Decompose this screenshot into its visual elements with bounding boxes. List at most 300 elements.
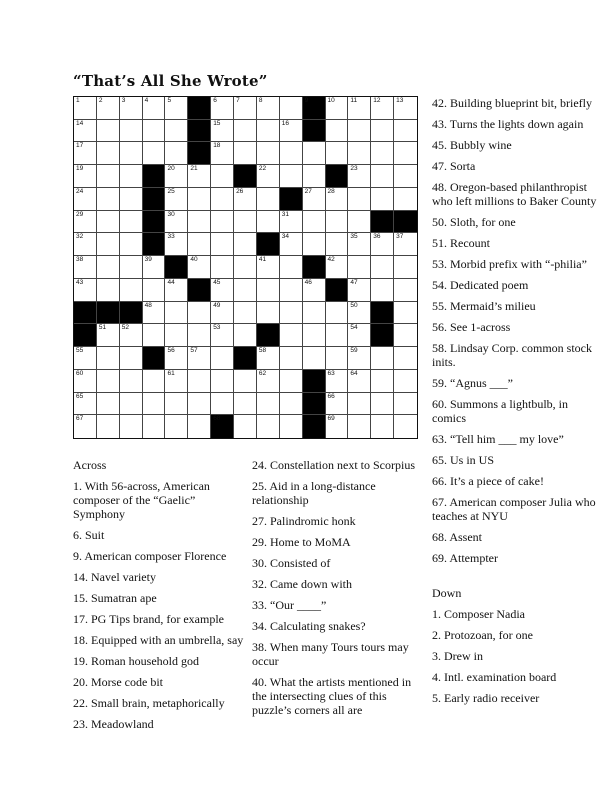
grid-cell[interactable] [143,256,166,279]
grid-cell[interactable] [394,347,417,370]
grid-cell[interactable] [326,393,349,416]
grid-cell[interactable] [326,347,349,370]
clue-number: 15 [213,119,221,127]
black-square [165,256,188,279]
clue-column-2 [252,458,422,724]
clue-number: 39 [144,256,152,264]
black-square [143,211,166,234]
clue-number: 34 [281,233,290,241]
clue-number: 40 [190,256,198,264]
grid-cell[interactable] [165,370,188,393]
grid-cell[interactable] [234,415,257,438]
clue-number: 11 [350,97,358,104]
clue-column-3 [432,96,602,712]
grid-cell[interactable] [257,256,280,279]
grid-cell[interactable] [120,324,143,347]
clue: 30. Consisted of [252,556,331,570]
clue-number: 67 [76,415,84,423]
grid-cell[interactable] [165,233,188,256]
grid-cell[interactable] [348,279,371,302]
grid-cell[interactable] [371,415,394,438]
grid-cell[interactable] [348,324,371,347]
grid-cell[interactable] [257,347,280,370]
grid-cell[interactable] [188,233,211,256]
clue: 50. Sloth, for one [432,215,516,229]
grid-cell[interactable] [257,188,280,211]
clue-number: 47 [350,278,358,286]
grid-cell[interactable] [280,211,303,234]
grid-cell[interactable] [143,302,166,325]
grid-cell[interactable] [234,97,257,120]
clue-number: 25 [167,187,175,195]
grid-cell[interactable] [143,370,166,393]
grid-cell[interactable] [371,279,394,302]
clue: 40. What the artists mentioned in the intersecting clues of this puzzle’s corners all are [252,675,412,717]
grid-cell[interactable] [188,165,211,188]
grid-cell[interactable] [394,370,417,393]
clue: 9. American composer Florence [73,549,227,563]
grid-cell[interactable] [348,415,371,438]
grid-cell[interactable] [97,120,120,143]
grid-cell[interactable] [211,142,234,165]
grid-cell[interactable] [120,370,143,393]
clue-number: 41 [258,256,267,264]
grid-cell[interactable] [371,97,394,120]
grid-cell[interactable] [211,370,234,393]
clue: 67. American composer Julia who teaches at NYU [432,495,596,523]
grid-cell[interactable] [74,393,97,416]
grid-cell[interactable] [280,97,303,120]
clue-number: 19 [76,165,84,173]
grid-cell[interactable] [188,211,211,234]
grid-cell[interactable] [188,324,211,347]
clue-number: 36 [373,233,381,241]
grid-cell[interactable] [280,256,303,279]
grid-cell[interactable] [234,302,257,325]
grid-cell[interactable] [348,211,371,234]
clue: 3. Drew in [432,649,483,663]
grid-cell[interactable] [326,415,349,438]
clue: 54. Dedicated poem [432,278,529,292]
black-square [188,120,211,143]
grid-cell[interactable] [211,120,234,143]
clue-number: 27 [304,187,312,195]
grid-cell[interactable] [211,188,234,211]
grid-cell[interactable] [234,211,257,234]
grid-cell[interactable] [234,120,257,143]
grid-cell[interactable] [97,415,120,438]
grid-cell[interactable] [188,415,211,438]
grid-cell[interactable] [348,370,371,393]
grid-cell[interactable] [97,211,120,234]
clue: 23. Meadowland [73,717,154,731]
grid-cell[interactable] [120,279,143,302]
grid-cell[interactable] [97,188,120,211]
grid-cell[interactable] [348,188,371,211]
grid-cell[interactable] [143,415,166,438]
grid-cell[interactable] [143,142,166,165]
clue-number: 42 [327,256,335,264]
black-square [394,211,417,234]
clue: 1. Composer Nadia [432,607,525,621]
grid-cell[interactable] [120,211,143,234]
grid-cell[interactable] [348,142,371,165]
clue-number: 63 [327,369,335,377]
grid-cell[interactable] [326,97,349,120]
grid-cell[interactable] [234,256,257,279]
grid-cell[interactable] [280,142,303,165]
grid-cell[interactable] [74,165,97,188]
grid-cell[interactable] [97,279,120,302]
grid-cell[interactable] [348,393,371,416]
clue: 38. When many Tours tours may occur [252,640,409,668]
clue-number: 13 [396,97,404,104]
clue-number: 62 [258,369,267,377]
clue-number: 54 [350,324,358,332]
grid-cell[interactable] [234,324,257,347]
grid-cell[interactable] [371,393,394,416]
grid-cell[interactable] [257,370,280,393]
grid-cell[interactable] [303,188,326,211]
grid-cell[interactable] [348,233,371,256]
grid-cell[interactable] [74,415,97,438]
grid-cell[interactable] [348,120,371,143]
clue-number: 68 [213,415,221,423]
clue: 14. Navel variety [73,570,156,584]
grid-cell[interactable] [257,415,280,438]
grid-cell[interactable] [97,256,120,279]
grid-cell[interactable] [280,233,303,256]
clue: 43. Turns the lights down again [432,117,584,131]
grid-cell[interactable] [120,142,143,165]
clue-number: 6 [213,97,217,104]
grid-cell[interactable] [348,302,371,325]
grid-cell[interactable] [234,233,257,256]
grid-cell[interactable] [371,165,394,188]
clue: 5. Early radio receiver [432,691,540,705]
clue-number: 8 [258,97,263,104]
clue-number: 31 [281,210,290,218]
grid-cell[interactable] [371,233,394,256]
grid-cell[interactable] [165,302,188,325]
grid-cell[interactable] [97,165,120,188]
grid-cell[interactable] [74,347,97,370]
grid-cell[interactable] [165,324,188,347]
grid-cell[interactable] [120,256,143,279]
grid-cell[interactable] [211,256,234,279]
grid-cell[interactable] [165,165,188,188]
grid-cell[interactable] [211,97,234,120]
grid-cell[interactable] [348,97,371,120]
grid-cell[interactable] [143,97,166,120]
black-square [371,211,394,234]
grid-cell[interactable] [74,188,97,211]
clue-number: 49 [213,301,221,309]
clue-number: 33 [167,233,175,241]
grid-cell[interactable] [120,165,143,188]
black-square [143,347,166,370]
grid-cell[interactable] [143,324,166,347]
grid-cell[interactable] [143,393,166,416]
grid-cell[interactable] [394,256,417,279]
grid-cell[interactable] [165,347,188,370]
black-square [234,347,257,370]
grid-cell[interactable] [234,142,257,165]
grid-cell[interactable] [371,256,394,279]
black-square [74,324,97,347]
clue-number: 10 [327,97,335,104]
grid-cell[interactable] [303,347,326,370]
grid-cell[interactable] [326,256,349,279]
grid-cell[interactable] [188,393,211,416]
grid-cell[interactable] [394,188,417,211]
grid-cell[interactable] [394,324,417,347]
grid-cell[interactable] [326,302,349,325]
grid-cell[interactable] [326,233,349,256]
clue-number: 56 [167,347,175,355]
grid-cell[interactable] [371,347,394,370]
grid-cell[interactable] [211,233,234,256]
clue: 33. “Our ____” [252,598,327,612]
grid-cell[interactable] [326,188,349,211]
clue-number: 7 [236,97,240,104]
clue-number: 21 [190,165,198,173]
grid-cell[interactable] [280,120,303,143]
grid-cell[interactable] [257,165,280,188]
black-square [97,302,120,325]
grid-cell[interactable] [280,279,303,302]
clue-number: 50 [350,301,358,309]
grid-cell[interactable] [280,302,303,325]
grid-cell[interactable] [394,279,417,302]
grid-cell[interactable] [280,165,303,188]
clue-number: 59 [350,347,358,355]
grid-cell[interactable] [326,324,349,347]
grid-cell[interactable] [165,188,188,211]
grid-cell[interactable] [303,279,326,302]
grid-cell[interactable] [120,233,143,256]
grid-cell[interactable] [211,211,234,234]
grid-cell[interactable] [74,370,97,393]
grid-cell[interactable] [234,370,257,393]
clue-number: 55 [76,347,84,355]
grid-cell[interactable] [165,120,188,143]
grid-cell[interactable] [348,347,371,370]
grid-cell[interactable] [257,279,280,302]
grid-cell[interactable] [280,324,303,347]
black-square [143,165,166,188]
grid-cell[interactable] [165,211,188,234]
grid-cell[interactable] [394,415,417,438]
black-square [257,324,280,347]
clue-number: 30 [167,210,175,218]
clue-number: 9 [304,97,309,104]
black-square [211,415,234,438]
grid-cell[interactable] [326,211,349,234]
grid-cell[interactable] [188,302,211,325]
grid-cell[interactable] [348,165,371,188]
grid-cell[interactable] [74,233,97,256]
grid-cell[interactable] [188,256,211,279]
grid-cell[interactable] [303,165,326,188]
grid-cell[interactable] [303,233,326,256]
clue-number: 69 [327,415,335,423]
grid-cell[interactable] [211,165,234,188]
grid-cell[interactable] [143,279,166,302]
clue-number: 52 [121,324,129,332]
clue-number: 14 [76,119,84,127]
crossword-grid [73,96,418,439]
clue: 24. Constellation next to Scorpius [252,458,415,472]
grid-cell[interactable] [257,302,280,325]
clue-number: 16 [281,119,290,127]
grid-cell[interactable] [120,347,143,370]
clue-number: 29 [76,210,84,218]
grid-cell[interactable] [165,142,188,165]
grid-cell[interactable] [74,256,97,279]
clue-number: 24 [76,187,84,195]
grid-cell[interactable] [234,393,257,416]
black-square [303,370,326,393]
grid-cell[interactable] [257,142,280,165]
grid-cell[interactable] [303,142,326,165]
puzzle-title: “That’s All She Wrote” [73,72,268,90]
grid-cell[interactable] [120,97,143,120]
grid-cell[interactable] [371,120,394,143]
clue: 34. Calculating snakes? [252,619,366,633]
clue: 55. Mermaid’s milieu [432,299,536,313]
clue: 25. Aid in a long-distance relationship [252,479,376,507]
grid-cell[interactable] [303,211,326,234]
black-square [303,120,326,143]
grid-cell[interactable] [394,142,417,165]
grid-cell[interactable] [280,393,303,416]
grid-cell[interactable] [234,279,257,302]
clue: 60. Summons a lightbulb, in comics [432,397,569,425]
grid-cell[interactable] [165,415,188,438]
grid-cell[interactable] [257,120,280,143]
grid-cell[interactable] [97,142,120,165]
grid-cell[interactable] [74,279,97,302]
grid-cell[interactable] [371,142,394,165]
black-square [303,256,326,279]
grid-cell[interactable] [120,393,143,416]
grid-cell[interactable] [97,370,120,393]
grid-cell[interactable] [143,120,166,143]
clue: 17. PG Tips brand, for example [73,612,224,626]
black-square [280,188,303,211]
across-heading: Across [73,458,107,472]
clue: 32. Came down with [252,577,352,591]
black-square [188,142,211,165]
grid-cell[interactable] [211,279,234,302]
clue: 1. With 56-across, American composer of the “Gaelic” Symphony [73,479,210,521]
clue-number: 28 [327,187,335,195]
grid-cell[interactable] [394,97,417,120]
black-square [303,393,326,416]
grid-cell[interactable] [303,324,326,347]
grid-cell[interactable] [326,120,349,143]
clue: 53. Morbid prefix with “-philia” [432,257,587,271]
grid-cell[interactable] [120,415,143,438]
clue-number: 38 [76,256,84,264]
grid-cell[interactable] [371,188,394,211]
grid-cell[interactable] [188,347,211,370]
clue-number: 66 [327,392,335,400]
grid-cell[interactable] [211,324,234,347]
grid-cell[interactable] [120,120,143,143]
grid-cell[interactable] [280,415,303,438]
grid-cell[interactable] [74,120,97,143]
grid-cell[interactable] [348,256,371,279]
clue: 65. Us in US [432,453,495,467]
grid-cell[interactable] [257,211,280,234]
grid-cell[interactable] [326,370,349,393]
clue: 59. “Agnus ___” [432,376,513,390]
grid-cell[interactable] [394,393,417,416]
clue: 22. Small brain, metaphorically [73,696,225,710]
clue: 56. See 1-across [432,320,511,334]
grid-cell[interactable] [394,165,417,188]
grid-cell[interactable] [97,233,120,256]
clue-number: 32 [76,233,84,241]
grid-cell[interactable] [257,393,280,416]
grid-cell[interactable] [234,188,257,211]
grid-cell[interactable] [165,393,188,416]
clue-number: 61 [167,369,175,377]
grid-cell[interactable] [165,279,188,302]
clue: 47. Sorta [432,159,476,173]
grid-cell[interactable] [97,347,120,370]
grid-cell[interactable] [326,142,349,165]
grid-cell[interactable] [211,393,234,416]
clue-number: 26 [236,187,244,195]
grid-cell[interactable] [371,370,394,393]
grid-cell[interactable] [211,347,234,370]
grid-cell[interactable] [394,302,417,325]
grid-cell[interactable] [97,393,120,416]
grid-cell[interactable] [188,370,211,393]
grid-cell[interactable] [394,120,417,143]
grid-cell[interactable] [165,97,188,120]
clue-number: 35 [350,233,358,241]
clue: 15. Sumatran ape [73,591,157,605]
clue: 2. Protozoan, for one [432,628,533,642]
grid-cell[interactable] [303,302,326,325]
grid-cell[interactable] [280,370,303,393]
grid-cell[interactable] [188,188,211,211]
grid-cell[interactable] [211,302,234,325]
grid-cell[interactable] [120,188,143,211]
black-square [371,324,394,347]
grid-cell[interactable] [257,97,280,120]
grid-cell[interactable] [74,97,97,120]
clue: 45. Bubbly wine [432,138,512,152]
clue-number: 4 [144,97,149,104]
clue-number: 53 [213,324,221,332]
grid-cell[interactable] [394,233,417,256]
grid-cell[interactable] [97,97,120,120]
clue: 19. Roman household god [73,654,199,668]
black-square [120,302,143,325]
grid-cell[interactable] [74,211,97,234]
grid-cell[interactable] [280,347,303,370]
clue: 18. Equipped with an umbrella, say [73,633,244,647]
black-square [326,279,349,302]
grid-cell[interactable] [74,142,97,165]
black-square [234,165,257,188]
grid-cell[interactable] [97,324,120,347]
